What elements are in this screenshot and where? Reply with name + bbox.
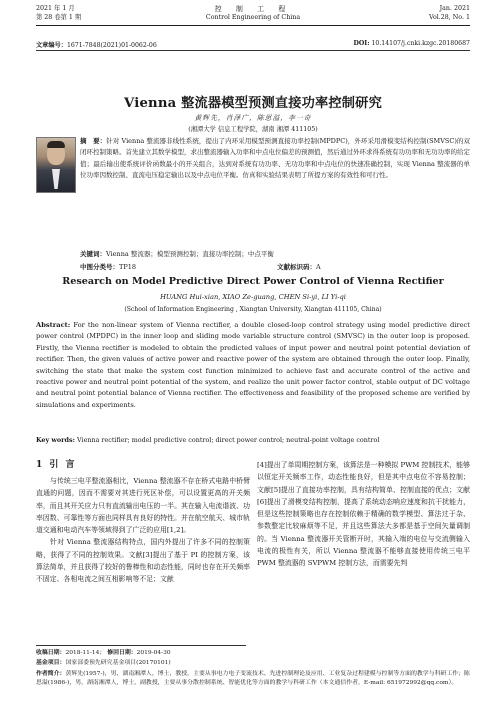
journal-name-en: Control Engineering of China (205, 13, 301, 21)
bio-label: 作者简介： (36, 669, 66, 677)
abstract-english (36, 320, 470, 411)
author-photo (36, 137, 76, 193)
fund-label: 基金项目： (36, 659, 66, 667)
header-volume-en: Vol.28, No. 1 (429, 13, 470, 21)
author-photo-shirt (52, 169, 60, 189)
author-photo-hair (47, 141, 65, 148)
intro-left-column (36, 475, 250, 586)
section-heading-intro: 1 引 言 (36, 460, 77, 470)
received-label: 收稿日期： (36, 649, 66, 656)
footnote-dates (36, 648, 470, 658)
doi-label: DOI: (353, 40, 370, 47)
keywords-chinese (80, 249, 470, 258)
abstract-chinese (80, 136, 470, 182)
keywords-en-label: Key words: (36, 436, 75, 444)
article-meta (36, 40, 470, 49)
fund-text: 国家部委预先研究基金项目(20170101) (65, 660, 171, 667)
doc-code-label: 文献标识码： (277, 263, 316, 271)
footnote-bio (36, 669, 470, 689)
keywords-english (36, 436, 470, 444)
revised-date: 2019-04-30 (136, 650, 171, 656)
classification-line (80, 262, 470, 271)
doi-value: 10.14107/j.cnki.kzgc.20180687 (371, 40, 470, 47)
abstract-en-label: Abstract: (36, 321, 71, 329)
authors-english: HUANG Hui-xian, XIAO Ze-guang, CHEN Si-yi, LI Yi-qi (160, 293, 346, 301)
footnote (36, 648, 470, 688)
revised-label: 修回日期： (107, 649, 137, 656)
footnote-rule (36, 645, 246, 646)
bio-text: 黄辉先(1957-)，男，湖南湘潭人，博士，教授，主要从事电力电子变流技术、先进控制理论及应用、工业复杂过程建模与控制等方面的教学与科研工作；陈思溢(1986-)，男，湖南湘潭人，博士，副教授，主要从事分散控制系统、智能优化等方面的教学与科研工作（本文通信作者，E-mail: 651972992@qq.com）。 (36, 670, 470, 686)
header-issue-en (429, 5, 470, 22)
received-date: 2018-11-14； (65, 650, 106, 656)
keywords-cn-text: Vienna 整流器；模型预测控制；直接功率控制；中点平衡 (106, 250, 274, 258)
header-journal (36, 5, 470, 22)
affiliation-english: (School of Information Engineering , Xiangtan University, Xiangtan 411105, China) (124, 306, 382, 313)
clc-value: TP18 (119, 263, 136, 271)
abstract-cn-text: 针对 Vienna 整流器非线性系统，提出了内环采用模型预测直接功率控制(MPDPC)，外环采用滑模变结构控制(SMVSC)的双闭环控制策略。首先建立其数学模型，求出整流器输入功率和中点电位偏差的预测值，然后通过外环求得系统有功功率和无功功率的给定值；最后输出使系统评价函数最小的开关组合，达到对系统有功功率、无功功率和中点电位的快速准确控制，实现 Vienna 整流器的单位功率因数控制、直流电压稳定输出以及中点电位平衡。仿真和实验结果表明了所提方案的有效性和可行性。 (80, 137, 470, 180)
authors-chinese: 黄辉先，肖泽广，陈思溢，李一奇 (194, 114, 312, 122)
journal-name-cn: 控 制 工 程 (214, 5, 292, 13)
intro-paragraph: 针对 Vienna 整流器结构特点，国内外提出了许多不同的控制策略，获得了不同的控制效果。文献[3]提出了基于 PI 的控制方案，该算法简单，并且获得了较好的鲁棒性和动态性能，同时也存在开关频率不固定、各相电流之间互相影响等不足；文献 (36, 538, 250, 584)
running-header (36, 5, 470, 32)
intro-paragraph: 与传统三电平整流器相比，Vienna 整流器不存在桥式电路中桥臂直通的问题，因而不需要对其进行死区补偿，可以设置更高的开关频率，而且其开关应力只有直流输出电压的一半。其在输入电流谐波、功率因数、可靠性等方面也同样具有良好的特性。并在航空航天、城市轨道交通和电动汽车等领域得到了广泛的应用[1,2]。 (36, 477, 250, 535)
clc-label: 中图分类号： (80, 263, 119, 271)
header-rule (36, 25, 470, 26)
meta-rule (36, 50, 470, 51)
affiliation-chinese: (湘潭大学 信息工程学院，湖南 湘潭 411105) (188, 126, 318, 133)
article-number: 1671-7848(2021)01-0062-06 (66, 42, 157, 49)
doc-code-value: A (316, 263, 321, 271)
header-date-cn: 2021 年 1 月 (36, 5, 75, 12)
title-chinese: Vienna 整流器模型预测直接功率控制研究 (124, 96, 382, 111)
title-english: Research on Model Predictive Direct Power Control of Vienna Rectifier (62, 276, 444, 287)
keywords-cn-label: 关键词： (80, 250, 106, 258)
keywords-en-text: Vienna rectifier; model predictive control; direct power control; neutral-point voltage control (77, 436, 380, 444)
article-number-label: 文章编号： (36, 42, 67, 49)
intro-right-column (257, 459, 470, 570)
footnote-fund (36, 658, 470, 668)
intro-paragraph: [4]提出了单周期控制方案，该算法是一种模拟 PWM 控制技术，能够以恒定开关频率工作，动态性能良好，但是其中点电位不容易控制；文献[5]提出了直接功率控制，具有结构简单、控制直接的优点；文献[6]提出了滑模变结构控制，提高了系统动态响应速度和抗干扰能力，但是这些控制策略也存在控制依赖于精确的数学模型、算法过于杂、参数整定比较麻烦等不足，并且这些算法大多都是基于空间矢量调制的。当 Vienna 整流器开关管断开时，其输入端的电位与交流侧输入电流的极性有关，所以 Vienna 整流器不能够直接使用传统三电平 PWM 整流器的 SVPWM 控制方法，而需要先判 (257, 461, 470, 568)
abstract-en-text: For the non-linear system of Vienna rectifier, a double closed-loop control strategy using model predictive direct power control (MPDPC) in the inner loop and sliding mode variable structure control (SMVSC) in the outer loop is proposed. Firstly, the Vienna rectifier is modeled to obtain the predicted values of input power and neutral point potential deviation of rectifier. Then, the given values of active power and reactive power of the system are obtained through the outer loop. Finally, switching the state that make the system cost function minimized to achieve fast and accurate control of the active and reactive power and neutral point potential of the system, and realize the unit power factor control, stable output of DC voltage and neutral point potential balance of Vienna rectifier. The effectiveness and feasibility of the proposed scheme are verified by simulations and experiments. (36, 321, 470, 409)
header-date-en: Jan. 2021 (439, 5, 470, 12)
header-volume-cn: 第 28 卷第 1 期 (36, 13, 82, 21)
abstract-cn-label: 摘 要： (80, 137, 107, 145)
